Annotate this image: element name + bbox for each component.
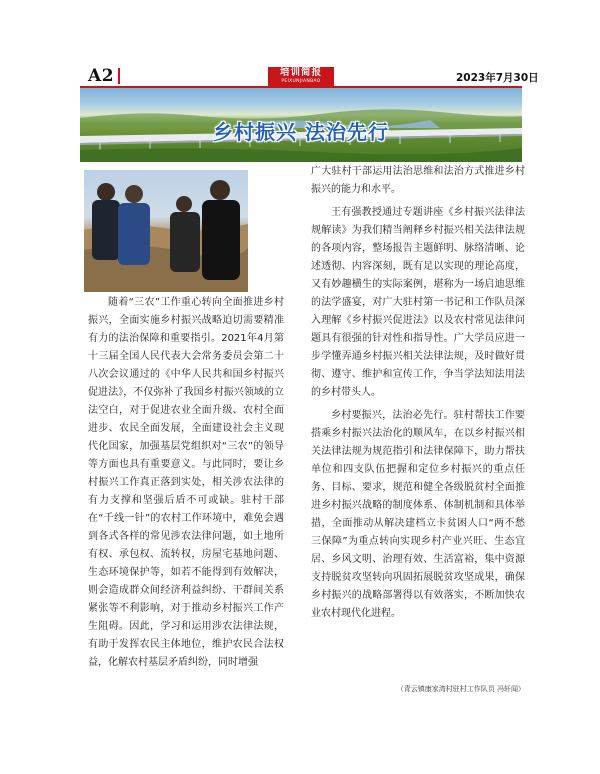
photo-officials-meeting-icon (84, 170, 248, 292)
article-paragraph-1: 随着“三农”工作重心转向全面推进乡村振兴，全面实施乡村振兴战略迫切需要精准有力的法治保障和重要指引。2021年4月第十三届全国人民代表大会常务委员会第二十八次会议通过的《中华人民共和国乡村振兴促进法》，不仅弥补了我国乡村振兴领域的立法空白，对于促进农业全面升级、农村全面进步、农民全面发展，全面建设社会主义现代化国家，加强基层党组织对“三农”的领导等方面也具有重要意义。与此同时，要让乡村振兴工作真正落到实处，相关涉农法律的有力支撑和坚强后盾不可或缺。驻村干部在“千线一针”的农村工作环境中，难免会遇到各式各样的常见涉农法律问题，如土地所有权、承包权、流转权，房屋宅基地问题、生态环境保护等，如若不能得到有效解决，则会造成群众间经济利益纠纷、干群间关系紧张等不利影响，对于推动乡村振兴工作产生阻碍。因此，学习和运用涉农法律法规，有助于发挥农民主体地位，维护农民合法权益，化解农村基层矛盾纠纷，同时增强 (88, 297, 284, 668)
page-number-divider (118, 68, 120, 84)
banner-title: 乡村振兴 法治先行 (213, 120, 389, 144)
article-byline: （青云镇康家湾村驻村工作队员 冯轩闻） (396, 685, 525, 693)
masthead-pinyin: PEIXUNJIANBAO (281, 79, 321, 84)
article-photo (84, 170, 248, 292)
article-column-left (88, 294, 284, 672)
banner-image (80, 88, 522, 162)
article-paragraph-continued: 广大驻村干部运用法治思维和法治方式推进乡村振兴的能力和水平。 (311, 166, 525, 195)
article-paragraph-2: 王有强教授通过专题讲座《乡村振兴法律法规解读》为我们精当阐释乡村振兴相关法律法规的各项内容，整场报告主题鲜明、脉络清晰、论述透彻、内容深刻，既有足以实现的理论高度，又有妙趣横生的实际案例，堪称为一场启迪思维的法学盛宴，对广大驻村第一书记和工作队员深入理解《乡村振兴促进法》以及农村常见法律问题具有很强的针对性和指导性。广大学员应进一步学懂弄通乡村振兴相关法律法规，及时做好贯彻、遵守、维护和宣传工作，争当学法知法用法的乡村带头人。 (311, 207, 525, 398)
page-number: A2 (88, 66, 115, 86)
issue-date: 2023年7月30日 (456, 72, 539, 84)
masthead-title: 培训简报 (279, 67, 322, 78)
article-column-right (311, 163, 525, 628)
masthead-logo (268, 67, 334, 87)
article-paragraph-3: 乡村要振兴，法治必先行。驻村帮扶工作要搭乘乡村振兴法治化的顺风车，在以乡村振兴相关法律法规为规范指引和法律保障下，助力帮扶单位和四支队伍把握和定位乡村振兴的重点任务、目标、要求，规范和健全各级脱贫村全面推进乡村振兴战略的制度体系、体制机制和具体举措，全面推动从解决建档立卡贫困人口“两不愁三保障”为重点转向实现乡村产业兴旺、生态宜居、乡风文明、治理有效、生活富裕，集中资源支持脱贫攻坚转向巩固拓展脱贫攻坚成果，确保乡村振兴的战略部署得以有效落实，不断加快农业农村现代化进程。 (311, 410, 525, 619)
